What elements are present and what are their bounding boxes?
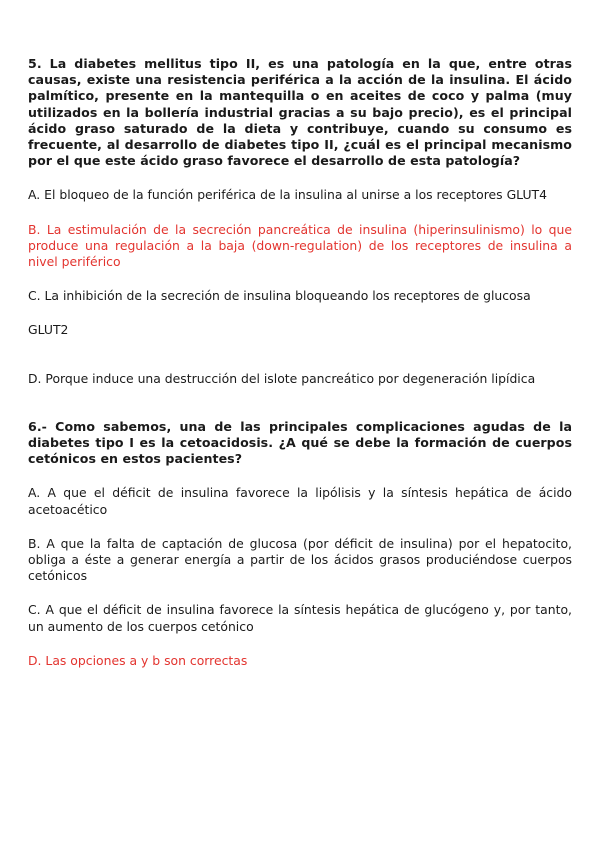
question-5-option-c-continuation: GLUT2 xyxy=(28,322,69,338)
exam-page xyxy=(28,56,572,669)
question-5-option-c: C. La inhibición de la secreción de insulina bloqueando los receptores de glucosa xyxy=(28,288,531,304)
question-5-stem: 5. La diabetes mellitus tipo II, es una patología en la que, entre otras causas, existe una resistencia periférica a la acción de la insulina. El ácido palmítico, presente en la mantequilla o en aceites de coco y palma (muy utilizados en la bollería industrial gracias a su bajo precio), es el principal ácido graso saturado de la dieta y contribuye, cuando su consumo es frecuente, al desarrollo de diabetes tipo II, ¿cuál es el principal mecanismo por el que este ácido graso favorece el desarrollo de esta patología? xyxy=(28,56,572,169)
question-5-option-b-correct: B. La estimulación de la secreción pancreática de insulina (hiperinsulinismo) lo que produce una regulación a la baja (down-regulation) de los receptores de insulina a nivel periférico xyxy=(28,221,572,270)
question-6-option-d-correct: D. Las opciones a y b son correctas xyxy=(28,652,248,668)
question-5-option-a: A. El bloqueo de la función periférica de la insulina al unirse a los receptores GLUT4 xyxy=(28,187,547,203)
question-6-option-b: B. A que la falta de captación de glucosa (por déficit de insulina) por el hepatocito, obliga a éste a generar energía a partir de los ácidos grasos produciéndose cuerpos cetónicos xyxy=(28,535,572,584)
question-6-option-a: A. A que el déficit de insulina favorece la lipólisis y la síntesis hepática de ácido acetoacético xyxy=(28,485,572,517)
question-6-option-c: C. A que el déficit de insulina favorece la síntesis hepática de glucógeno y, por tanto, un aumento de los cuerpos cetónico xyxy=(28,602,572,634)
question-6-stem: 6.- Como sabemos, una de las principales complicaciones agudas de la diabetes tipo I es la cetoacidosis. ¿A qué se debe la formación de cuerpos cetónicos en estos pacientes? xyxy=(28,418,572,467)
question-5-option-d: D. Porque induce una destrucción del islote pancreático por degeneración lipídica xyxy=(28,370,536,386)
